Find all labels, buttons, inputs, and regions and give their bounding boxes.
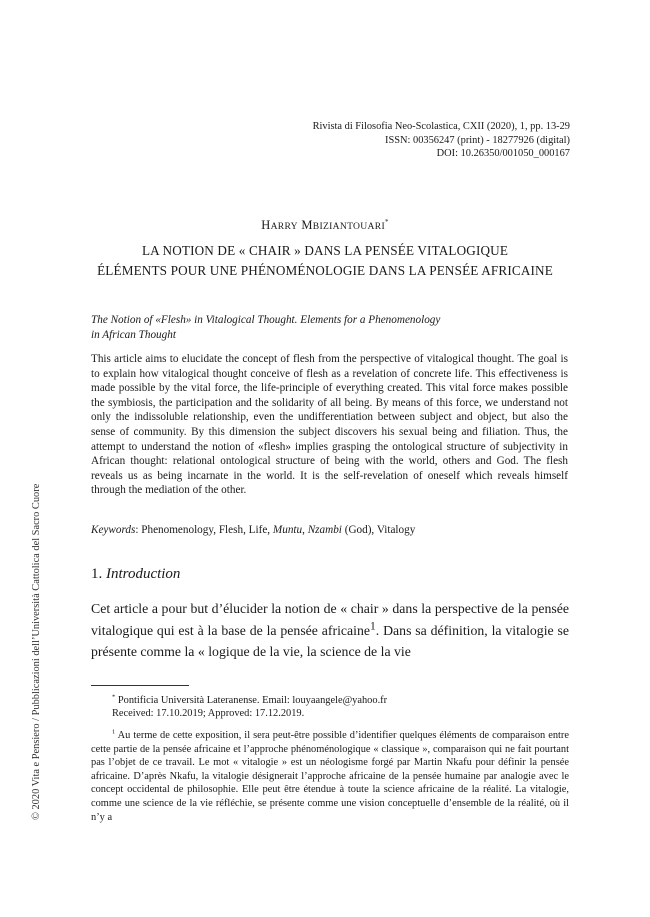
footnote-affiliation-line-1: [112, 694, 570, 707]
keywords-separator: ,: [302, 524, 308, 536]
author-name: [0, 218, 650, 233]
footnote-received: Received: 17.10.2019; Approved: 17.12.2019.: [112, 708, 305, 720]
intro-paragraph: [91, 598, 569, 663]
author-first-rest: ARRY: [270, 221, 298, 232]
footnote-1: [91, 729, 569, 824]
keywords: [91, 523, 568, 538]
english-title-line-2: in African Thought: [91, 328, 176, 341]
section-number: 1.: [91, 566, 106, 582]
english-title-line-1: The Notion of «Flesh» in Vitalogical Thought. Elements for a Phenomenology: [91, 314, 441, 326]
footnote-star-marker: *: [112, 693, 116, 701]
section-heading: [91, 566, 180, 583]
footnote-1-marker: 1: [112, 728, 116, 736]
article-title: [0, 241, 650, 281]
journal-citation: Rivista di Filosofia Neo-Scolastica, CXII (2020), 1, pp. 13-29: [312, 121, 570, 132]
journal-header: [313, 120, 570, 161]
keywords-label: Keywords: [91, 524, 136, 536]
issn-line: ISSN: 00356247 (print) - 18277926 (digital): [385, 134, 570, 146]
footnote-affiliation: [112, 694, 570, 720]
intro-text-2: . Dans sa définition, la vitalogie se présente comme la « logique de la vie, la science de la vie: [91, 622, 570, 659]
author-footnote-marker: *: [384, 217, 389, 226]
footnote-1-text: Au terme de cette exposition, il sera peut-être possible d’identifier quelques éléments de comparaison entre cette partie de la pensée africaine et l’approche phénoménologique « classique », comparaison qui ne fait pourtant pas l’objet de ce travail. Le mot « vitalogie » est un néologisme forgé par Martin Nkafu pour définir la pensée africaine. D’après Nkafu, la vitalogie désignerait l’approche africaine de la pensée humaine par analogie avec le concept occidental de philosophie. Elle peut être étendue à toute la science africaine de la réalité. La vitalogie, comme une science de la vie réfléchie, se présente comme une vision conceptuelle d’ensemble de la réalité, où il n’y a: [91, 730, 569, 823]
keywords-part-1: : Phenomenology, Flesh, Life,: [135, 524, 273, 536]
english-title: [91, 313, 571, 342]
title-line-1: LA NOTION DE « CHAIR » DANS LA PENSÉE VITALOGIQUE: [141, 243, 509, 258]
keywords-part-2: (God), Vitalogy: [341, 524, 416, 536]
footnote-email: Pontificia Università Lateranense. Email: louyaangele@yahoo.fr: [115, 695, 388, 706]
footnote-divider: [91, 685, 189, 686]
keyword-nzambi: Nzambi: [307, 524, 342, 536]
keyword-muntu: Muntu: [272, 524, 303, 536]
author-first-initial: H: [261, 218, 271, 232]
author-last-rest: BIZIANTOUARI: [312, 221, 385, 232]
intro-footnote-ref: 1: [370, 619, 376, 632]
copyright-sidebar: © 2020 Vita e Pensiero / Pubblicazioni dell’Università Cattolica del Sacro Cuore: [31, 483, 42, 820]
author-last-initial: M: [301, 218, 313, 232]
intro-text-1: Cet article a pour but d’élucider la notion de « chair » dans la perspective de la pensée vitalogique qui est à la base de la pensée africaine: [91, 601, 569, 638]
title-line-2: ÉLÉMENTS POUR UNE PHÉNOMÉNOLOGIE DANS LA PENSÉE AFRICAINE: [97, 263, 553, 278]
section-title: Introduction: [106, 566, 181, 582]
abstract: This article aims to elucidate the concept of flesh from the perspective of vitalogical thought. The goal is to explain how vitalogical thought conceive of flesh as a revelation of concrete life. This effectiveness is made possible by the vital force, the life-principle of everything created. This vital force makes possible the symbiosis, the participation and the solidarity of all being. By means of this force, we understand not only the indissoluble relationship, even the undifferentiation between subject and object, but also the sense of community. By this dimension the subject discovers his sexual being and filiation. Thus, the attempt to understand the notion of «flesh» implies grasping the ontological structure of subjectivity in African thought: relational ontological structure of being with the world, others and God. The flesh reveals us as being incarnate in the world. It is the self-revelation of oneself which reveals himself through the mediation of the other.: [91, 353, 568, 497]
doi-line: DOI: 10.26350/001050_000167: [436, 148, 570, 160]
